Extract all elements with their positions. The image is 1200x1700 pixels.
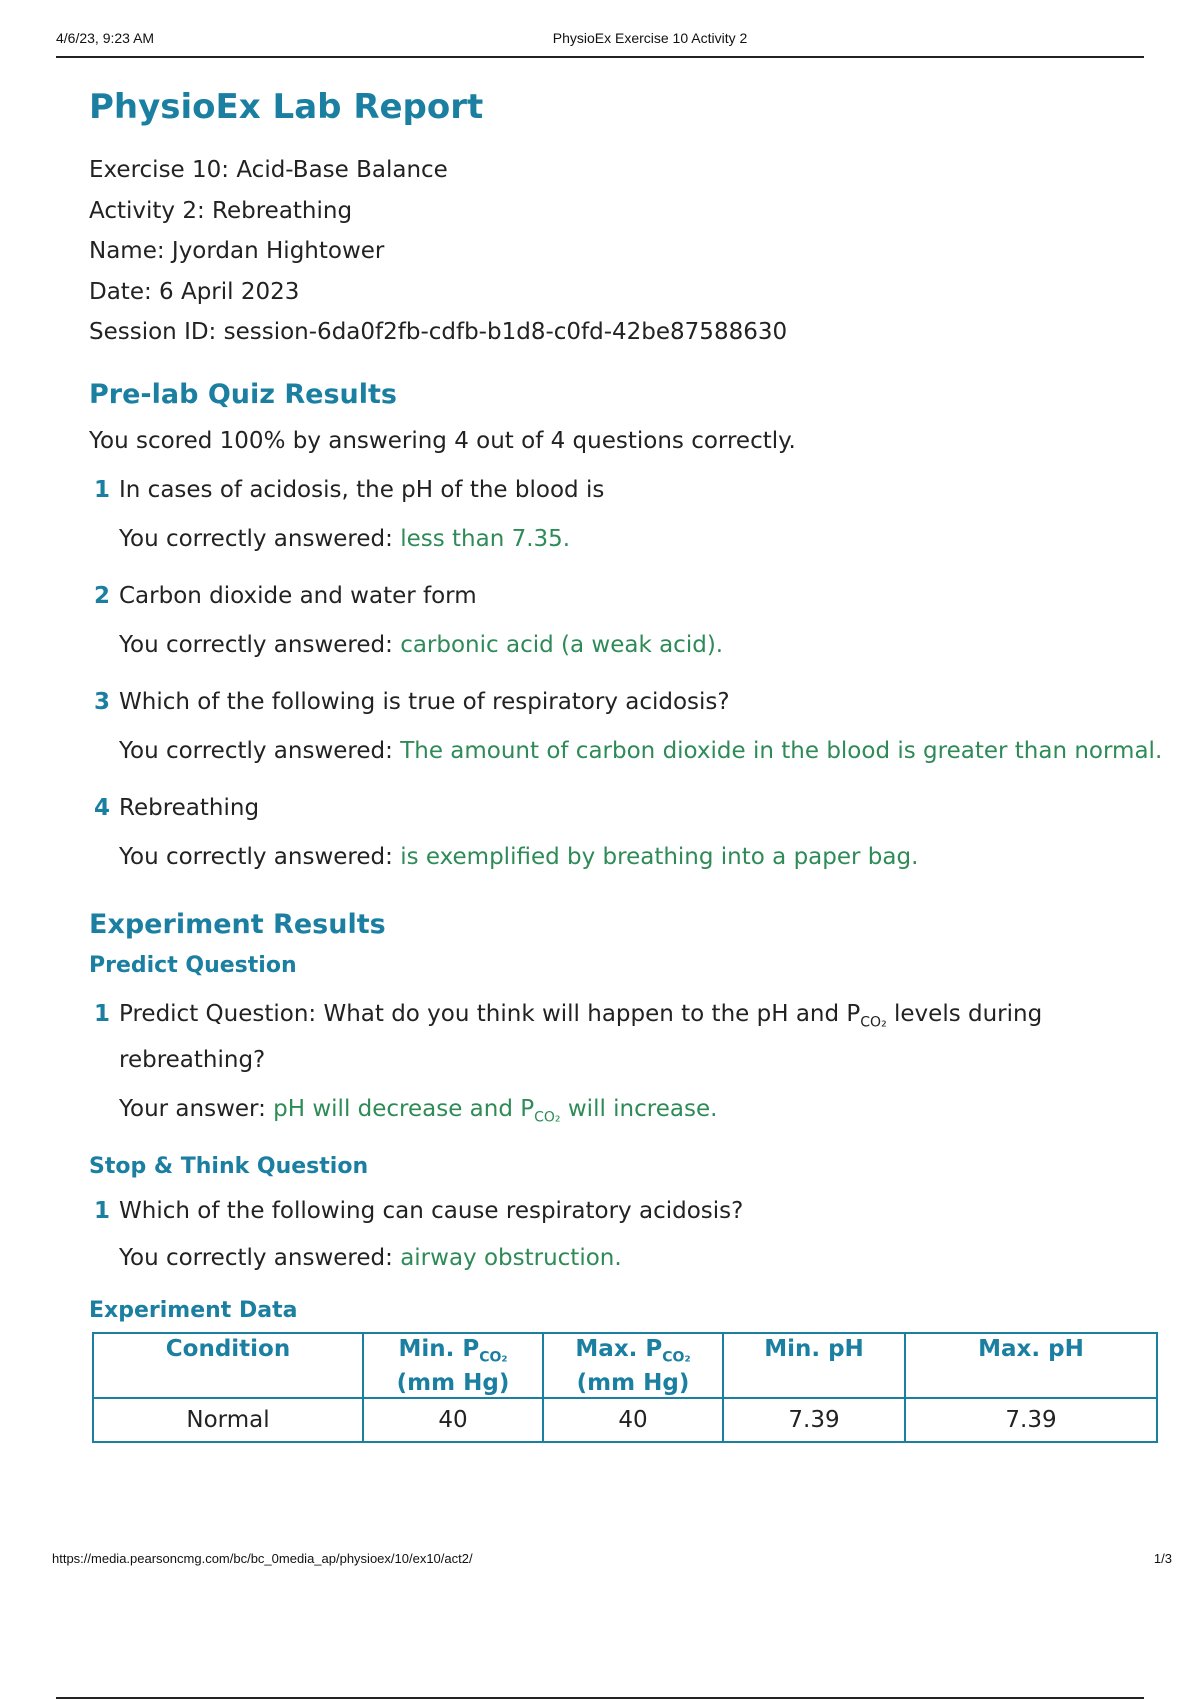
question-number: 1 <box>94 1000 111 1027</box>
col-max-ph: Max. pH <box>905 1333 1157 1399</box>
question-text: Carbon dioxide and water form <box>119 582 477 609</box>
answer-label: Your answer: <box>119 1096 266 1123</box>
page-bottom-divider <box>56 1697 1144 1699</box>
answer-label: You correctly answered: <box>119 1244 393 1271</box>
print-title: PhysioEx Exercise 10 Activity 2 <box>552 30 748 46</box>
question-text: Which of the following can cause respiratory acidosis? <box>119 1197 744 1224</box>
prelab-question <box>89 471 1169 555</box>
col-condition: Condition <box>93 1333 363 1399</box>
prelab-heading: Pre-lab Quiz Results <box>89 378 397 410</box>
question-text: Which of the following is true of respiratory acidosis? <box>119 688 730 715</box>
answer-text: airway obstruction. <box>400 1244 622 1271</box>
col-max-pco2: Max. $P_{CO_2}$ (mm Hg) <box>543 1333 723 1399</box>
answer-label: You correctly answered: <box>119 525 393 552</box>
prelab-score: You scored 100% by answering 4 out of 4 questions correctly. <box>89 427 796 454</box>
answer-text: pH will decrease and $P_{CO_2}$ will increase. <box>273 1096 718 1126</box>
prelab-question <box>89 683 1169 767</box>
question-number: 1 <box>94 476 111 503</box>
predict-heading: Predict Question <box>89 952 297 978</box>
answer-text: carbonic acid (a weak acid). <box>400 631 724 658</box>
cell-max-pco2: 40 <box>543 1398 723 1442</box>
question-number: 3 <box>94 688 111 715</box>
report-title: PhysioEx Lab Report <box>89 87 484 127</box>
experiment-data-table <box>92 1332 1158 1444</box>
session-line: Session ID: session-6da0f2fb-cdfb-b1d8-c0fd-42be87588630 <box>89 319 788 345</box>
cell-min-pco2: 40 <box>363 1398 543 1442</box>
report-content <box>89 86 1169 1443</box>
cell-max-ph: 7.39 <box>905 1398 1157 1442</box>
report-meta <box>89 150 1169 353</box>
experiment-heading: Experiment Results <box>89 908 386 940</box>
exercise-line: Exercise 10: Acid-Base Balance <box>89 157 448 183</box>
question-number: 4 <box>94 794 111 821</box>
answer-text: is exemplified by breathing into a paper bag. <box>400 843 919 870</box>
print-header <box>56 28 1144 58</box>
answer-label: You correctly answered: <box>119 843 393 870</box>
stop-think-heading: Stop & Think Question <box>89 1153 369 1179</box>
question-text: In cases of acidosis, the pH of the blood is <box>119 476 605 503</box>
stop-think-question <box>89 1192 1169 1274</box>
prelab-question <box>89 789 1169 873</box>
predict-question-text: Predict Question: What do you think will happen to the pH and $P_{CO_2}$ levels during rebreathing? <box>119 1000 1043 1074</box>
page-number: 1/3 <box>1153 1551 1172 1566</box>
print-url: https://media.pearsoncmg.com/bc/bc_0media_ap/physioex/10/ex10/act2/ <box>52 1551 473 1566</box>
answer-label: You correctly answered: <box>119 631 393 658</box>
table-header-row <box>93 1333 1157 1399</box>
date-line: Date: 6 April 2023 <box>89 278 300 305</box>
answer-text: less than 7.35. <box>400 525 571 552</box>
question-text: Rebreathing <box>119 794 260 821</box>
table-row <box>93 1398 1157 1442</box>
predict-question <box>89 995 1169 1134</box>
answer-label: You correctly answered: <box>119 737 393 764</box>
question-number: 1 <box>94 1197 111 1224</box>
question-number: 2 <box>94 582 111 609</box>
experiment-data-heading: Experiment Data <box>89 1297 298 1323</box>
activity-line: Activity 2: Rebreathing <box>89 197 353 224</box>
name-line: Name: Jyordan Hightower <box>89 238 385 264</box>
cell-min-ph: 7.39 <box>723 1398 905 1442</box>
col-min-pco2: Min. $P_{CO_2}$ (mm Hg) <box>363 1333 543 1399</box>
answer-text: The amount of carbon dioxide in the blood is greater than normal. <box>400 737 1163 764</box>
cell-condition: Normal <box>93 1398 363 1442</box>
prelab-question <box>89 577 1169 661</box>
col-min-ph: Min. pH <box>723 1333 905 1399</box>
print-datetime: 4/6/23, 9:23 AM <box>56 30 155 46</box>
